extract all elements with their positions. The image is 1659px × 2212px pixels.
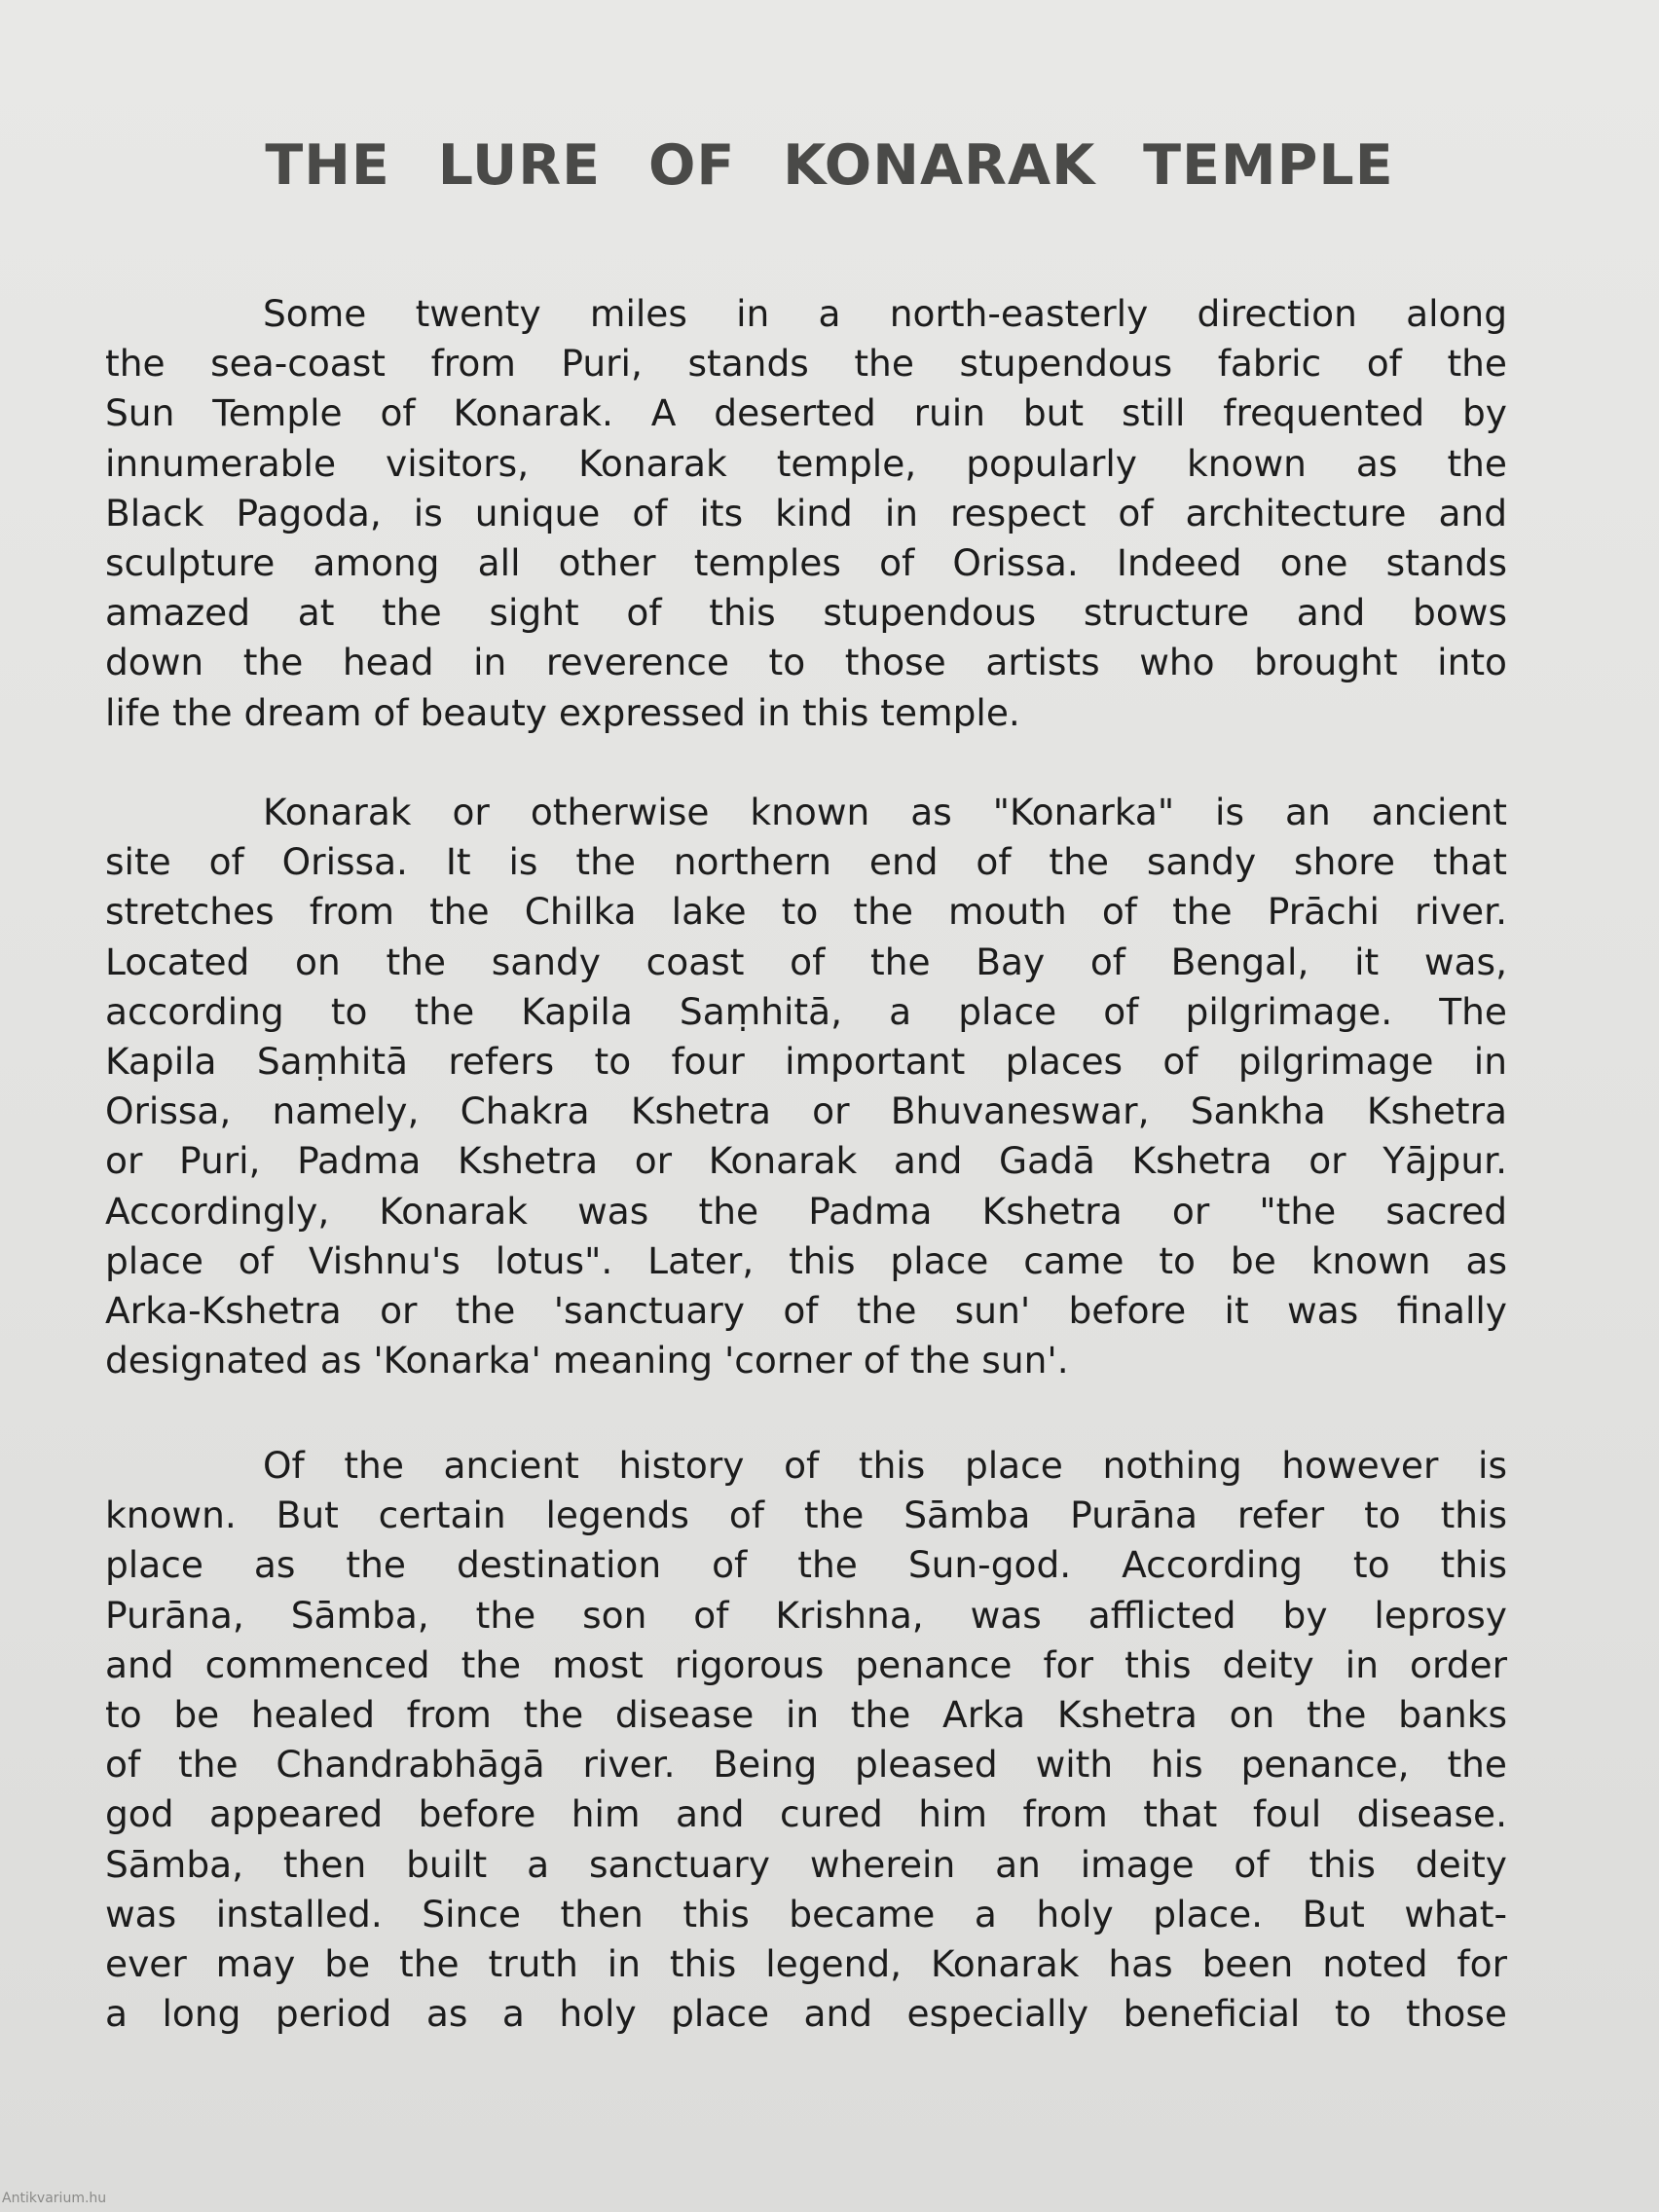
paragraph-line: Sāmba, then built a sanctuary wherein an image of this deity: [105, 1842, 1507, 1886]
paragraph-line: Of the ancient history of this place nothing however is: [263, 1444, 1507, 1487]
paragraph-line: place as the destination of the Sun-god. According to this: [105, 1543, 1507, 1587]
paragraph-line: amazed at the sight of this stupendous structure and bows: [105, 591, 1507, 635]
paragraph-line: to be healed from the disease in the Arka Kshetra on the banks: [105, 1692, 1507, 1736]
paragraph-line: Purāna, Sāmba, the son of Krishna, was afflicted by leprosy: [105, 1593, 1507, 1637]
paragraph-line: Sun Temple of Konarak. A deserted ruin but still frequented by: [105, 391, 1507, 435]
paragraph-line: life the dream of beauty expressed in this temple.: [105, 690, 1020, 734]
paragraph-line: known. But certain legends of the Sāmba Purāna refer to this: [105, 1493, 1507, 1537]
paragraph-3: [105, 1441, 1507, 2039]
paragraph-line: according to the Kapila Saṃhitā, a place of pilgrimage. The: [105, 989, 1507, 1033]
paragraph-line: a long period as a holy place and especially beneficial to those: [105, 1992, 1507, 2036]
paragraph-line: Kapila Saṃhitā refers to four important places of pilgrimage in: [105, 1039, 1507, 1083]
paragraph-line: place of Vishnu's lotus". Later, this place came to be known as: [105, 1238, 1507, 1282]
paragraph-line: Black Pagoda, is unique of its kind in respect of architecture and: [105, 491, 1507, 535]
paragraph-line: Konarak or otherwise known as "Konarka" is an ancient: [263, 791, 1507, 833]
paragraph-line: Arka-Kshetra or the 'sanctuary of the sun' before it was finally: [105, 1288, 1507, 1332]
paragraph-2: [105, 788, 1507, 1385]
paragraph-line: sculpture among all other temples of Orissa. Indeed one stands: [105, 540, 1507, 584]
paragraph-line: down the head in reverence to those artists who brought into: [105, 641, 1507, 684]
paragraph-line: and commenced the most rigorous penance for this deity in order: [105, 1642, 1507, 1686]
paragraph-line: innumerable visitors, Konarak temple, popularly known as the: [105, 441, 1507, 485]
paragraph-line: or Puri, Padma Kshetra or Konarak and Gadā Kshetra or Yājpur.: [105, 1139, 1507, 1183]
paragraph-line: designated as 'Konarka' meaning 'corner of the sun'.: [105, 1339, 1069, 1382]
document-title: THE LURE OF KONARAK TEMPLE: [265, 133, 1394, 198]
paragraph-line: site of Orissa. It is the northern end of the sandy shore that: [105, 840, 1507, 884]
paragraph-line: Accordingly, Konarak was the Padma Kshetra or "the sacred: [105, 1189, 1507, 1233]
paragraph-line: the sea-coast from Puri, stands the stupendous fabric of the: [105, 342, 1507, 386]
paragraph-line: Orissa, namely, Chakra Kshetra or Bhuvaneswar, Sankha Kshetra: [105, 1089, 1507, 1133]
paragraph-line: stretches from the Chilka lake to the mouth of the Prāchi river.: [105, 890, 1507, 934]
paragraph-line: of the Chandrabhāgā river. Being pleased with his penance, the: [105, 1743, 1507, 1787]
paragraph-line: god appeared before him and cured him from that foul disease.: [105, 1792, 1507, 1836]
watermark: Antikvarium.hu: [2, 2191, 107, 2206]
paragraph-line: was installed. Since then this became a holy place. But what-: [105, 1892, 1507, 1936]
paragraph-1: [105, 289, 1507, 738]
paragraph-line: Some twenty miles in a north-easterly direction along: [263, 292, 1507, 335]
paragraph-line: ever may be the truth in this legend, Konarak has been noted for: [105, 1941, 1507, 1985]
paragraph-line: Located on the sandy coast of the Bay of Bengal, it was,: [105, 940, 1507, 983]
